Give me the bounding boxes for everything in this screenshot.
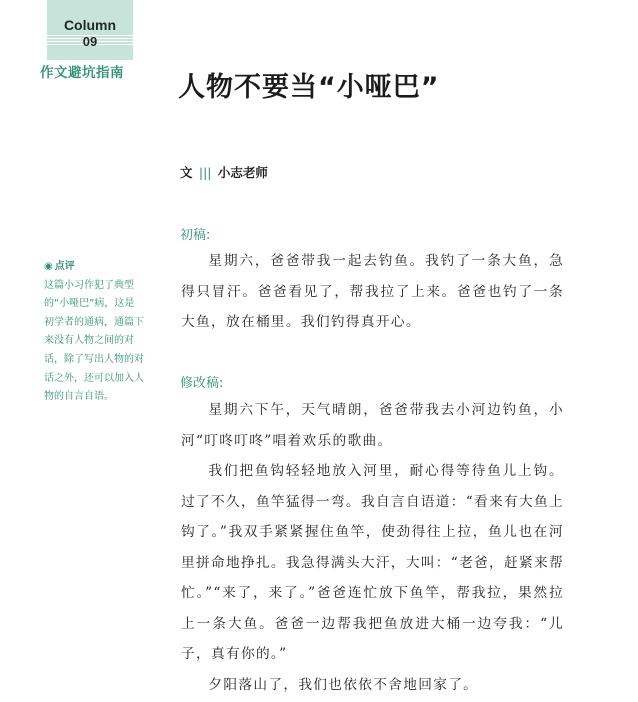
paragraph: 夕阳落山了，我们也依依不舍地回家了。 <box>208 676 479 693</box>
comment-label: 点评 <box>54 261 75 272</box>
paragraph: 星期六，爸爸带我一起去钓鱼。我钓了一条大鱼，急得只冒汗。爸爸看见了，帮我拉了上来。爸爸也钓了一条大鱼，放在桶里。我们钓得真开心。 <box>181 253 564 330</box>
column-number: 09 <box>82 34 98 49</box>
author-line <box>180 163 268 181</box>
article-title: 人物不要当“小哑巴” <box>178 72 440 103</box>
draft-label: 初稿: <box>180 228 211 243</box>
comment-heading <box>44 258 144 277</box>
bullet-icon: ◉ <box>44 261 53 272</box>
paragraph: 我们把鱼钩轻轻地放入河里，耐心得等待鱼儿上钩。过了不久，鱼竿猛得一弯。我自言自语道：“看来有大鱼上钩了。”我双手紧紧握住鱼竿，使劲得往上拉，鱼儿也在河里拼命地挣扎。我急得满头大汗，大叫：“老爸，赶紧来帮忙。”“来了，来了。”爸爸连忙放下鱼竿，帮我拉，果然拉上一条大鱼。爸爸一边帮我把鱼放进大桶一边夸我：“儿子，真有你的。” <box>181 463 564 662</box>
author-separator: ||| <box>198 165 212 180</box>
draft-body <box>181 246 564 338</box>
column-title: 作文避坑指南 <box>40 65 124 81</box>
column-word: Column <box>63 17 117 33</box>
comment-sidebar <box>44 258 144 407</box>
paragraph: 星期六下午，天气晴朗，爸爸带我去小河边钓鱼，小河“叮咚叮咚”唱着欢乐的歌曲。 <box>181 402 564 449</box>
author-name: 小志老师 <box>217 165 268 180</box>
revision-label: 修改稿: <box>180 376 224 391</box>
revision-body <box>181 395 564 700</box>
comment-text: 这篇小习作犯了典型的“小哑巴”病，这是初学者的通病，通篇下来没有人物之间的对话，除了写出人物的对话之外，还可以加入人物的自言自语。 <box>44 279 144 403</box>
column-tab <box>47 0 133 60</box>
author-prefix: 文 <box>180 165 193 180</box>
